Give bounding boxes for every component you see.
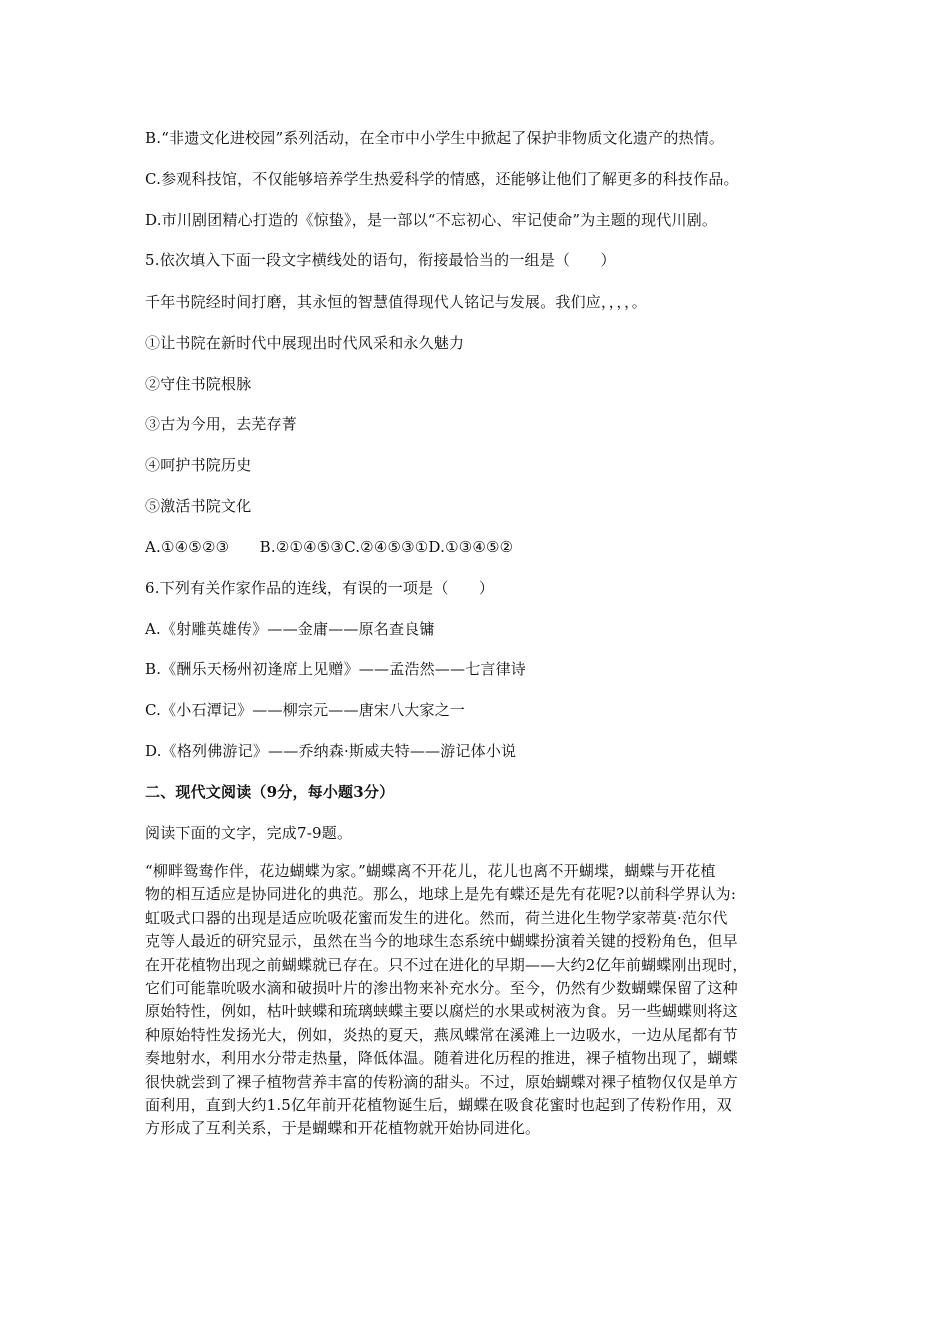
passage-line: 虹吸式口器的出现是适应吮吸花蜜而发生的进化。然而，荷兰进化生物学家蒂莫·范尔代 (145, 908, 728, 927)
passage-line: 奏地射水，利用水分带走热量，降低体温。随着进化历程的推进，裸子植物出现了，蝴蝶 (145, 1049, 738, 1068)
q4-option-b: B.“非遗文化进校园”系列活动，在全市中小学生中掀起了保护非物质文化遗产的热情。 (145, 129, 725, 147)
q6-option-a: A.《射雕英雄传》——金庸——原名查良镛 (145, 620, 435, 638)
passage-line: 它们可能靠吮吸水滴和破损叶片的渗出物来补充水分。至今，仍然有少数蝴蝶保留了这种 (145, 979, 738, 998)
passage-line: 克等人最近的研究显示，虽然在当今的地球生态系统中蝴蝶扮演着关键的授粉角色，但早 (145, 932, 738, 951)
q5-item-2: ②守住书院根脉 (145, 375, 252, 393)
section-instruction: 阅读下面的文字，完成7-9题。 (145, 824, 353, 842)
reading-passage (145, 860, 810, 1141)
passage-line: 在开花植物出现之前蝴蝶就已存在。只不过在进化的早期——大约2亿年前蝴蝶刚出现时， (145, 955, 748, 974)
q5-options: A.①④⑤②③ B.②①④⑤③C.②④⑤③①D.①③④⑤② (145, 538, 514, 556)
passage-line: 物的相互适应是协同进化的典范。那么，地球上是先有蝶还是先有花呢?以前科学界认为: (145, 885, 737, 904)
passage-line: “柳畔鸳鸯作伴，花边蝴蝶为家。”蝴蝶离不开花儿，花儿也离不开蝴堞，蝴蝶与开花植 (145, 862, 716, 880)
q5-item-4: ④呵护书院历史 (145, 456, 252, 474)
passage-line: 方形成了互利关系，于是蝴蝶和开花植物就开始协同进化。 (145, 1119, 541, 1138)
q5-item-1: ①让书院在新时代中展现出时代风采和永久魅力 (145, 334, 465, 352)
passage-line: 很快就尝到了裸子植物营养丰富的传粉滴的甜头。不过，原始蝴蝶对裸子植物仅仅是单方 (145, 1072, 738, 1091)
q5-item-5: ⑤激活书院文化 (145, 497, 252, 515)
q5-passage: 千年书院经时间打磨，其永恒的智慧值得现代人铭记与发展。我们应，，，，。 (145, 293, 648, 311)
q5-stem: 5.依次填入下面一段文字横线处的语句，衔接最恰当的一组是（ ） (145, 251, 616, 269)
q5-item-3: ③古为今用，去芜存菁 (145, 415, 298, 433)
q4-option-d: D.市川剧团精心打造的《惊蛰》，是一部以“不忘初心、牢记使命”为主题的现代川剧。 (145, 211, 718, 229)
passage-line: 种原始特性发扬光大，例如，炎热的夏天，燕凤蝶常在溪滩上一边吸水，一边从尾都有节 (145, 1025, 738, 1044)
q4-option-c: C.参观科技馆，不仅能够培养学生热爱科学的情感，还能够让他们了解更多的科技作品。 (145, 170, 739, 188)
q6-option-d: D.《格列佛游记》——乔纳森·斯威夫特——游记体小说 (145, 742, 517, 760)
q6-option-c: C.《小石潭记》——柳宗元——唐宋八大家之一 (145, 701, 466, 719)
passage-line: 面利用，直到大约1.5亿年前开花植物诞生后，蝴蝶在吸食花蜜时也起到了传粉作用，双 (145, 1096, 732, 1115)
passage-line: 原始特性，例如，枯叶蛱蝶和琉璃蛱蝶主要以腐烂的水果或树液为食。另一些蝴蝶则将这 (145, 1002, 738, 1021)
q6-stem: 6.下列有关作家作品的连线，有误的一项是（ ） (145, 579, 495, 597)
section-heading: 二、现代文阅读（9分，每小题3分） (145, 783, 395, 801)
q6-option-b: B.《酬乐天杨州初逢席上见赠》——孟浩然——七言律诗 (145, 660, 526, 678)
